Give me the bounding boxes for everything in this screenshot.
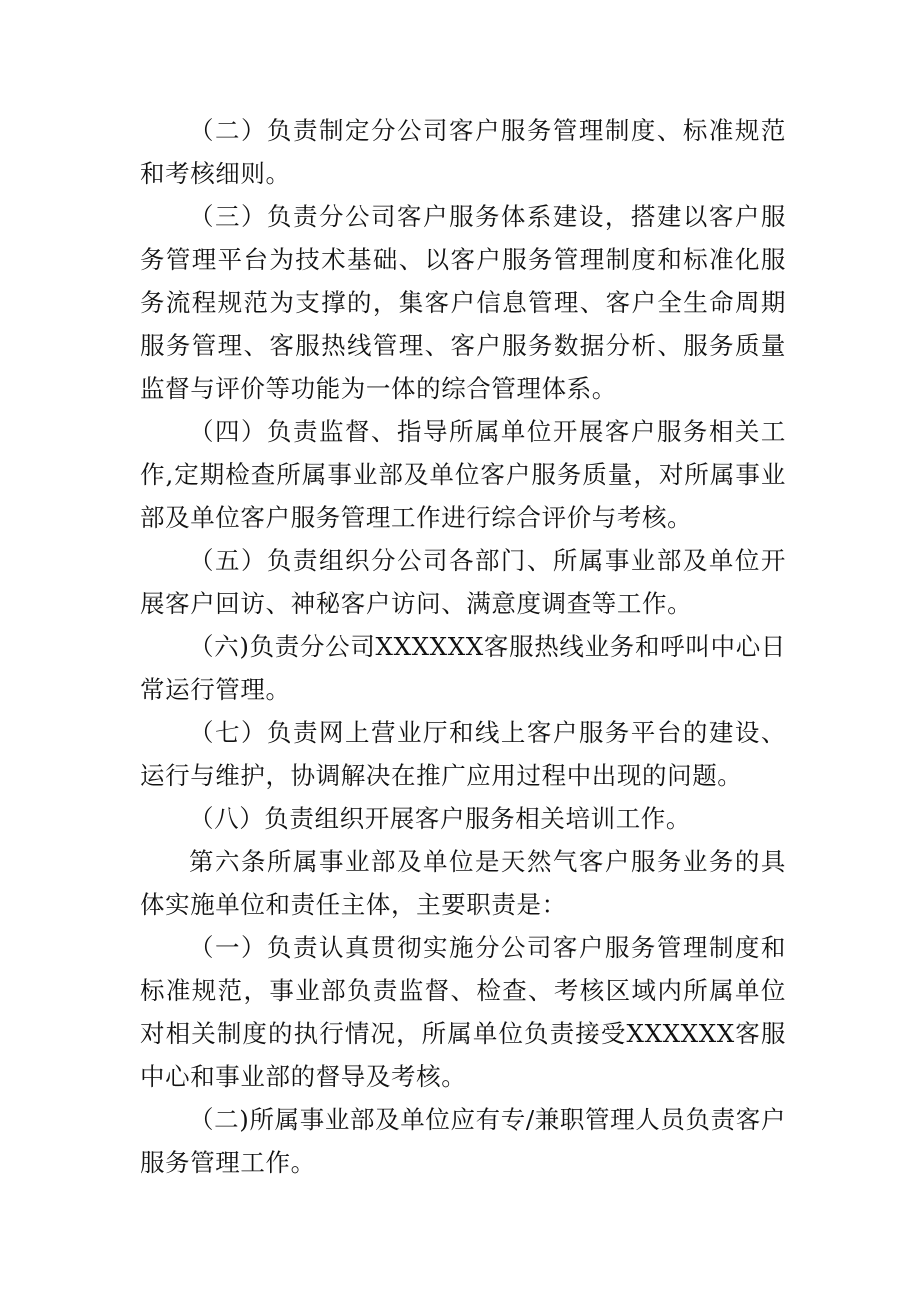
paragraph-responsibility-7: （七）负责网上营业厅和线上客户服务平台的建设、运行与维护，协调解决在推广应用过程中出现的问题。 — [140, 718, 786, 790]
paragraph-article-6: 第六条所属事业部及单位是天然气客户服务业务的具体实施单位和责任主体，主要职责是： — [140, 847, 786, 919]
paragraph-unit-duty-1: （一）负责认真贯彻实施分公司客户服务管理制度和标准规范，事业部负责监督、检查、考核区域内所属单位对相关制度的执行情况，所属单位负责接受XXXXXX客服中心和事业部的督导及考核。 — [140, 933, 786, 1091]
paragraph-responsibility-2: （二）负责制定分公司客户服务管理制度、标准规范和考核细则。 — [140, 116, 786, 188]
paragraph-responsibility-3: （三）负责分公司客户服务体系建设，搭建以客户服务管理平台为技术基础、以客户服务管理制度和标准化服务流程规范为支撑的，集客户信息管理、客户全生命周期服务管理、客服热线管理、客户服务数据分析、服务质量监督与评价等功能为一体的综合管理体系。 — [140, 202, 786, 403]
document-page — [140, 109, 786, 1184]
paragraph-responsibility-5: （五）负责组织分公司各部门、所属事业部及单位开展客户回访、神秘客户访问、满意度调查等工作。 — [140, 546, 786, 618]
paragraph-unit-duty-2: （二)所属事业部及单位应有专/兼职管理人员负责客户服务管理工作。 — [140, 1105, 786, 1177]
paragraph-responsibility-8: （八）负责组织开展客户服务相关培训工作。 — [189, 804, 691, 833]
paragraph-responsibility-6: （六)负责分公司XXXXXX客服热线业务和呼叫中心日常运行管理。 — [140, 632, 786, 704]
paragraph-responsibility-4: （四）负责监督、指导所属单位开展客户服务相关工作,定期检查所属事业部及单位客户服务质量，对所属事业部及单位客户服务管理工作进行综合评价与考核。 — [140, 417, 786, 532]
